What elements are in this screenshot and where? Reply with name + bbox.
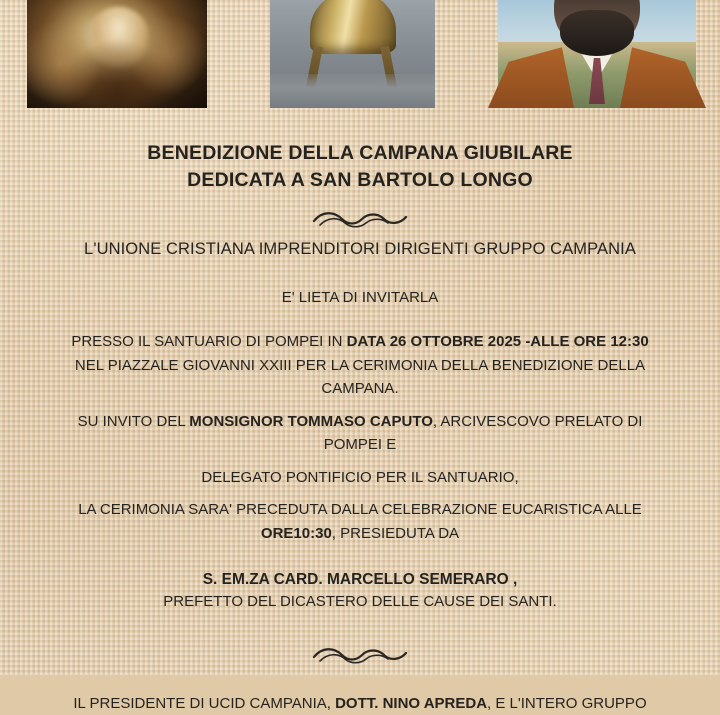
invitation-line: E' LIETA DI INVITARLA (281, 289, 439, 306)
bell-floor (270, 74, 435, 108)
organization-name: L'UNIONE CRISTIANA IMPRENDITORI DIRIGENTI GRUPPO CAMPANIA (84, 240, 636, 258)
wave-flourish-icon-bottom (310, 644, 410, 666)
mass-time-suffix: , PRESIEDUTA DA (331, 524, 460, 542)
invited-by-prefix: SU INVITO DEL (77, 412, 190, 430)
detail-line-mass: LA CERIMONIA SARA' PRECEDUTA DALLA CELEBRAZIONE EUCARISTICA ALLE (78, 501, 642, 518)
mass-time-value: ORE10:30 (260, 524, 332, 542)
portrait-beard (560, 10, 634, 56)
invitation-content (0, 140, 720, 715)
closing-prefix: IL PRESIDENTE DI UCID CAMPANIA, (73, 695, 336, 712)
detail-line-mass-time (18, 522, 702, 546)
closing-president-name: DOTT. NINO APREDA (335, 695, 488, 712)
detail-line-place-cont: CAMPANA. (321, 380, 399, 397)
detail-line-delegate: DELEGATO PONTIFICIO PER IL SANTUARIO, (201, 468, 519, 486)
invited-by-suffix: , ARCIVESCOVO PRELATO DI (432, 412, 643, 430)
celebrant-name: S. EM.ZA CARD. MARCELLO SEMERARO , (202, 571, 518, 588)
detail-line-date (18, 330, 702, 354)
detail-line-invited-by (18, 410, 702, 434)
detail-date-value: DATA 26 OTTOBRE 2025 -ALLE ORE 12:30 (346, 333, 649, 350)
detail-line-place: NEL PIAZZALE GIOVANNI XXIII PER LA CERIMONIA DELLA BENEDIZIONE DELLA (74, 356, 646, 374)
title-line-1: BENEDIZIONE DELLA CAMPANA GIUBILARE (147, 142, 573, 164)
event-details (18, 330, 702, 545)
page-title (18, 140, 702, 194)
celebrant-role: PREFETTO DEL DICASTERO DELLE CAUSE DEI SANTI. (163, 593, 557, 610)
painting-saints-image (27, 0, 207, 108)
bell-photo-image (270, 0, 435, 108)
invited-by-name: MONSIGNOR TOMMASO CAPUTO (189, 412, 433, 430)
photo-strip (0, 0, 720, 118)
wave-flourish-icon (310, 208, 410, 230)
title-line-2: DEDICATA A SAN BARTOLO LONGO (187, 169, 533, 191)
closing-line (18, 692, 702, 715)
portrait-san-bartolo-longo-image (498, 0, 696, 108)
detail-date-prefix: PRESSO IL SANTUARIO DI POMPEI IN (71, 333, 347, 350)
closing-suffix: , E L'INTERO GRUPPO (487, 695, 647, 712)
detail-line-pompei: POMPEI E (323, 436, 397, 453)
